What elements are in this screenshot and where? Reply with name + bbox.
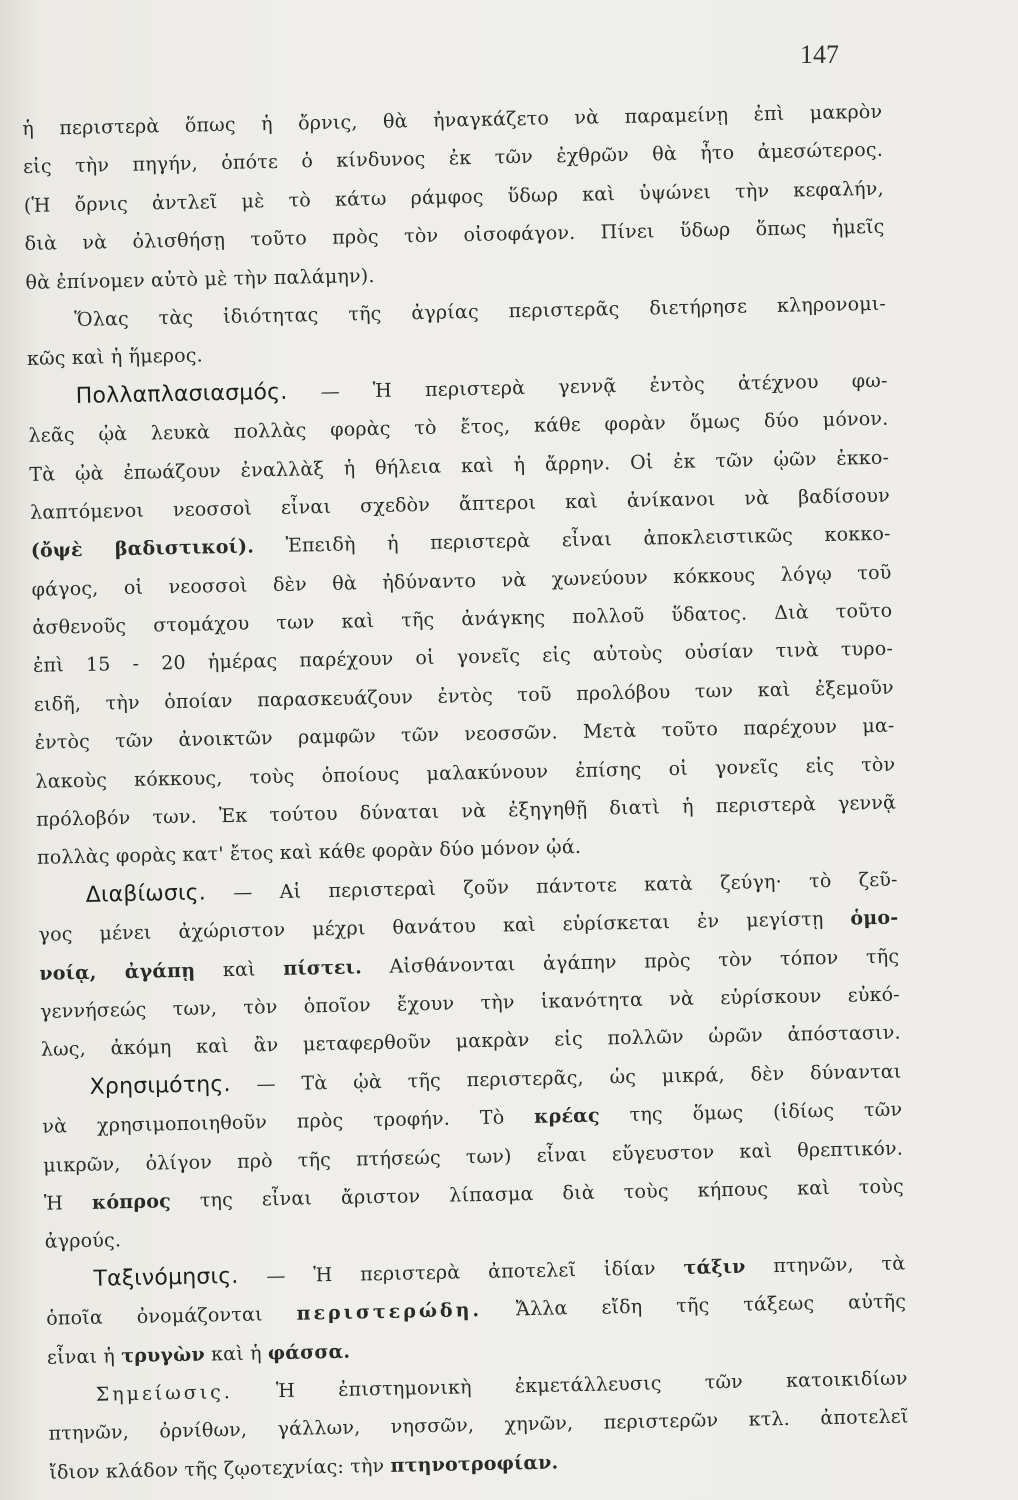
text-segment: εἶναι ἡ: [46, 1344, 116, 1369]
text-line: φάγος, οἱ νεοσσοὶ δὲν θὰ ἠδύναντο νὰ χωνεύουν κόκκους λόγῳ τοῦ: [31, 561, 892, 601]
text-line: πτηνῶν, ὀρνίθων, γάλλων, νησσῶν, χηνῶν, περιστερῶν κτλ. ἀποτελεῖ: [48, 1405, 909, 1446]
text-line: ἀγρούς.: [44, 1229, 122, 1254]
body-text: [22, 93, 910, 1492]
bold-term: (ὄψὲ βαδιστικοί).: [30, 535, 255, 563]
text-line: ἀσθενοῦς στομάχου των καὶ τῆς ἀνάγκης πολλοῦ ὕδατος. Διὰ τοῦτο: [32, 599, 893, 639]
text-segment: της εἶναι ἄριστον λίπασμα διὰ τοὺς κήπους καὶ τοὺς: [199, 1175, 905, 1212]
text-segment: της ὅμως (ἰδίως τῶν: [629, 1098, 903, 1127]
text-segment: Ἐπειδὴ ἡ περιστερὰ εἶναι ἀποκλειστικῶς κοκκο-: [285, 522, 891, 558]
note-label: Σημείωσις.: [95, 1380, 234, 1406]
bold-term: νοίᾳ, ἀγάπῃ: [39, 959, 196, 985]
heading-classification: Ταξινόμησις.: [93, 1263, 239, 1292]
bold-term: κόπρος: [91, 1190, 172, 1214]
text-segment: πτηνῶν, τὰ: [773, 1252, 906, 1277]
bold-term: περιστερώδη.: [296, 1299, 483, 1325]
text-segment: Ἡ: [43, 1192, 64, 1215]
text-line: ἡ περιστερὰ ὅπως ἡ ὄρνις, θὰ ἠναγκάζετο νὰ παραμείνῃ ἐπὶ μακρὸν: [22, 100, 883, 140]
text-segment: γος μένει ἀχώριστον μέχρι θανάτου καὶ εὑρίσκεται ἐν μεγίστῃ: [38, 908, 824, 947]
text-segment: καὶ ἡ: [210, 1341, 262, 1365]
text-line: μικρῶν, ὀλίγον πρὸ τῆς πτήσεώς των) εἶναι εὔγευστον καὶ θρεπτικόν.: [42, 1137, 904, 1177]
bold-term: πτηνοτροφίαν.: [390, 1451, 559, 1477]
text-segment: καὶ: [222, 958, 256, 981]
text-segment: ἴδιον κλάδον τῆς ζῳοτεχνίας: τὴν: [49, 1454, 385, 1484]
text-segment: Ἡ ἐπιστημονικὴ ἐκμετάλλευσις τῶν κατοικιδίων: [275, 1367, 908, 1403]
text-line: γεννήσεώς των, τὸν ὁποῖον ἔχουν τὴν ἱκανότητα νὰ εὑρίσκουν εὐκό-: [39, 983, 901, 1023]
text-segment: — Ἡ περιστερὰ ἀποτελεῖ ἰδίαν: [266, 1257, 656, 1288]
heading-use: Χρησιμότης.: [89, 1071, 231, 1100]
bold-term: τάξιν: [683, 1255, 746, 1279]
text-line: ἐπὶ 15 - 20 ἡμέρας παρέχουν οἱ γονεῖς εἰς αὐτοὺς οὐσίαν τινὰ τυρο-: [32, 638, 894, 678]
bold-term: φάσσα.: [267, 1340, 351, 1364]
text-line: διὰ νὰ ὀλισθήσῃ τοῦτο πρὸς τὸν οἰσοφάγον. Πίνει ὕδωρ ὅπως ἡμεῖς: [24, 215, 885, 256]
heading-reproduction: Πολλαπλασιασμός.: [75, 379, 288, 409]
text-line: λως, ἀκόμη καὶ ἂν μεταφερθοῦν μακρὰν εἰς πολλῶν ὡρῶν ἀπόστασιν.: [40, 1021, 901, 1062]
text-segment: Αἰσθάνονται ἀγάπην πρὸς τὸν τόπον τῆς: [389, 945, 900, 978]
text-segment: — Αἱ περιστεραὶ ζοῦν πάντοτε κατὰ ζεύγη· τὸ ζεῦ-: [232, 868, 898, 904]
bold-term: τρυγὼν: [121, 1343, 206, 1367]
text-line: κῶς καὶ ἡ ἥμερος.: [26, 344, 204, 371]
text-line: ἐντὸς τῶν ἀνοικτῶν ραμφῶν τῶν νεοσσῶν. Μετὰ τοῦτο παρέχουν μα-: [34, 714, 895, 755]
text-line: πολλὰς φορὰς κατ' ἔτος καὶ κάθε φορὰν δύο μόνον ᾠά.: [36, 836, 582, 870]
text-line: λακοὺς κόκκους, τοὺς ὁποίους μαλακύνουν ἐπίσης οἱ γονεῖς εἰς τὸν: [35, 753, 896, 793]
text-line: ειδῆ, τὴν ὁποίαν παρασκευάζουν ἐντὸς τοῦ προλόβου των καὶ ἐξεμοῦν: [33, 676, 894, 716]
heading-life: Διαβίωσις.: [85, 880, 207, 908]
text-line: λεᾶς ᾠὰ λευκὰ πολλὰς φορὰς τὸ ἔτος, κάθε φορὰν ὅμως δύο μόνον.: [28, 407, 889, 448]
text-line: λαπτόμενοι νεοσσοὶ εἶναι σχεδὸν ἄπτεροι καὶ ἀνίκανοι νὰ βαδίσουν: [29, 484, 891, 524]
text-segment: Ἄλλα εἴδη τῆς τάξεως αὐτῆς: [515, 1290, 907, 1321]
text-line: Ὅλας τὰς ἰδιότητας τῆς ἀγρίας περιστερᾶς διετήρησε κληρονομι-: [74, 292, 887, 331]
text-line: πρόλοβόν των. Ἐκ τούτου δύναται νὰ ἐξηγηθῇ διατὶ ἡ περιστερὰ γεννᾷ: [36, 791, 897, 831]
text-segment: ὁποῖα ὀνομάζονται: [46, 1303, 263, 1330]
text-segment: νὰ χρησιμοποιηθοῦν πρὸς τροφήν. Τὸ: [42, 1106, 505, 1138]
text-line: Τὰ ᾠὰ ἐπωάζουν ἐναλλὰξ ἡ θήλεια καὶ ἡ ἄρρην. Οἱ ἐκ τῶν ᾠῶν ἐκκο-: [29, 446, 890, 486]
bold-term: πίστει.: [283, 955, 363, 980]
text-segment: — Τὰ ᾠὰ τῆς περιστερᾶς, ὡς μικρά, δὲν δύνανται: [256, 1060, 902, 1096]
text-segment: — Ἡ περιστερὰ γεννᾷ ἐντὸς ἀτέχνου φω-: [320, 369, 888, 403]
text-line: (Ἡ ὄρνις ἀντλεῖ μὲ τὸ κάτω ράμφος ὕδωρ καὶ ὑψώνει τὴν κεφαλήν,: [23, 177, 884, 217]
page-number: 147: [800, 40, 839, 69]
text-line: εἰς τὴν πηγήν, ὁπότε ὁ κίνδυνος ἐκ τῶν ἐχθρῶν θὰ ἦτο ἀμεσώτερος.: [22, 139, 884, 179]
bold-term: ὁμο-: [850, 906, 899, 930]
text-line: θὰ ἐπίνομεν αὐτὸ μὲ τὴν παλάμην).: [25, 264, 375, 294]
bold-term: κρέας: [533, 1104, 601, 1129]
